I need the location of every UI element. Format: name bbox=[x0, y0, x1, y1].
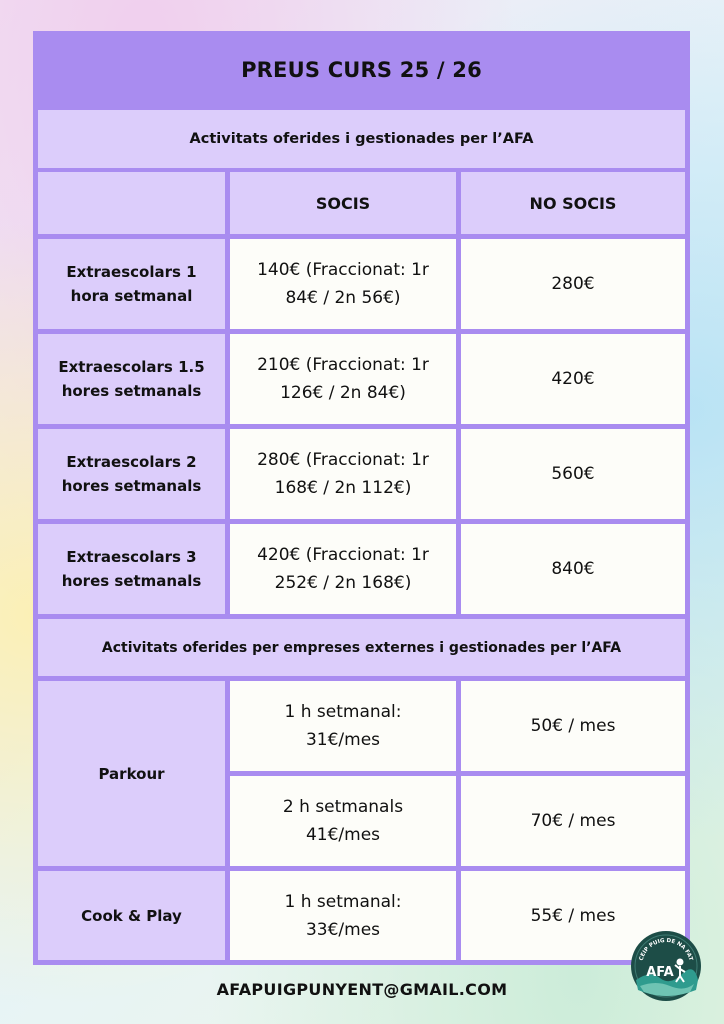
price-no-socis: 55€ / mes bbox=[461, 871, 685, 960]
header-empty bbox=[38, 172, 225, 234]
price-no-socis: 840€ bbox=[461, 524, 685, 614]
page-title: PREUS CURS 25 / 26 bbox=[241, 57, 482, 82]
price-no-socis: 70€ / mes bbox=[461, 776, 685, 866]
afa-logo-icon bbox=[630, 930, 702, 1002]
row-label-cook-play: Cook & Play bbox=[38, 871, 225, 960]
price-no-socis: 50€ / mes bbox=[461, 681, 685, 771]
price-no-socis: 280€ bbox=[461, 239, 685, 329]
price-socis: 1 h setmanal: 31€/mes bbox=[230, 681, 456, 771]
row-label: Extraescolars 1 hora setmanal bbox=[38, 239, 225, 329]
section-header-afa: Activitats oferides i gestionades per l’AFA bbox=[38, 110, 685, 168]
row-label: Extraescolars 3 hores setmanals bbox=[38, 524, 225, 614]
price-no-socis: 560€ bbox=[461, 429, 685, 519]
row-label: Extraescolars 2 hores setmanals bbox=[38, 429, 225, 519]
price-socis: 140€ (Fraccionat: 1r 84€ / 2n 56€) bbox=[230, 239, 456, 329]
price-no-socis: 420€ bbox=[461, 334, 685, 424]
section-header-external: Activitats oferides per empreses externes i gestionades per l’AFA bbox=[38, 619, 685, 676]
price-table bbox=[33, 31, 690, 965]
afa-logo bbox=[630, 930, 702, 1002]
contact-email[interactable]: AFAPUIGPUNYENT@GMAIL.COM bbox=[216, 979, 508, 999]
header-socis: SOCIS bbox=[230, 172, 456, 234]
header-no-socis: NO SOCIS bbox=[461, 172, 685, 234]
price-socis: 280€ (Fraccionat: 1r 168€ / 2n 112€) bbox=[230, 429, 456, 519]
logo-arc-text: CEIP PUIG DE NA FAT bbox=[638, 937, 694, 962]
row-label: Extraescolars 1.5 hores setmanals bbox=[38, 334, 225, 424]
price-socis: 2 h setmanals 41€/mes bbox=[230, 776, 456, 866]
price-socis: 1 h setmanal: 33€/mes bbox=[230, 871, 456, 960]
row-label-parkour: Parkour bbox=[38, 681, 225, 866]
price-socis: 420€ (Fraccionat: 1r 252€ / 2n 168€) bbox=[230, 524, 456, 614]
logo-text: AFA bbox=[646, 965, 674, 980]
price-socis: 210€ (Fraccionat: 1r 126€ / 2n 84€) bbox=[230, 334, 456, 424]
